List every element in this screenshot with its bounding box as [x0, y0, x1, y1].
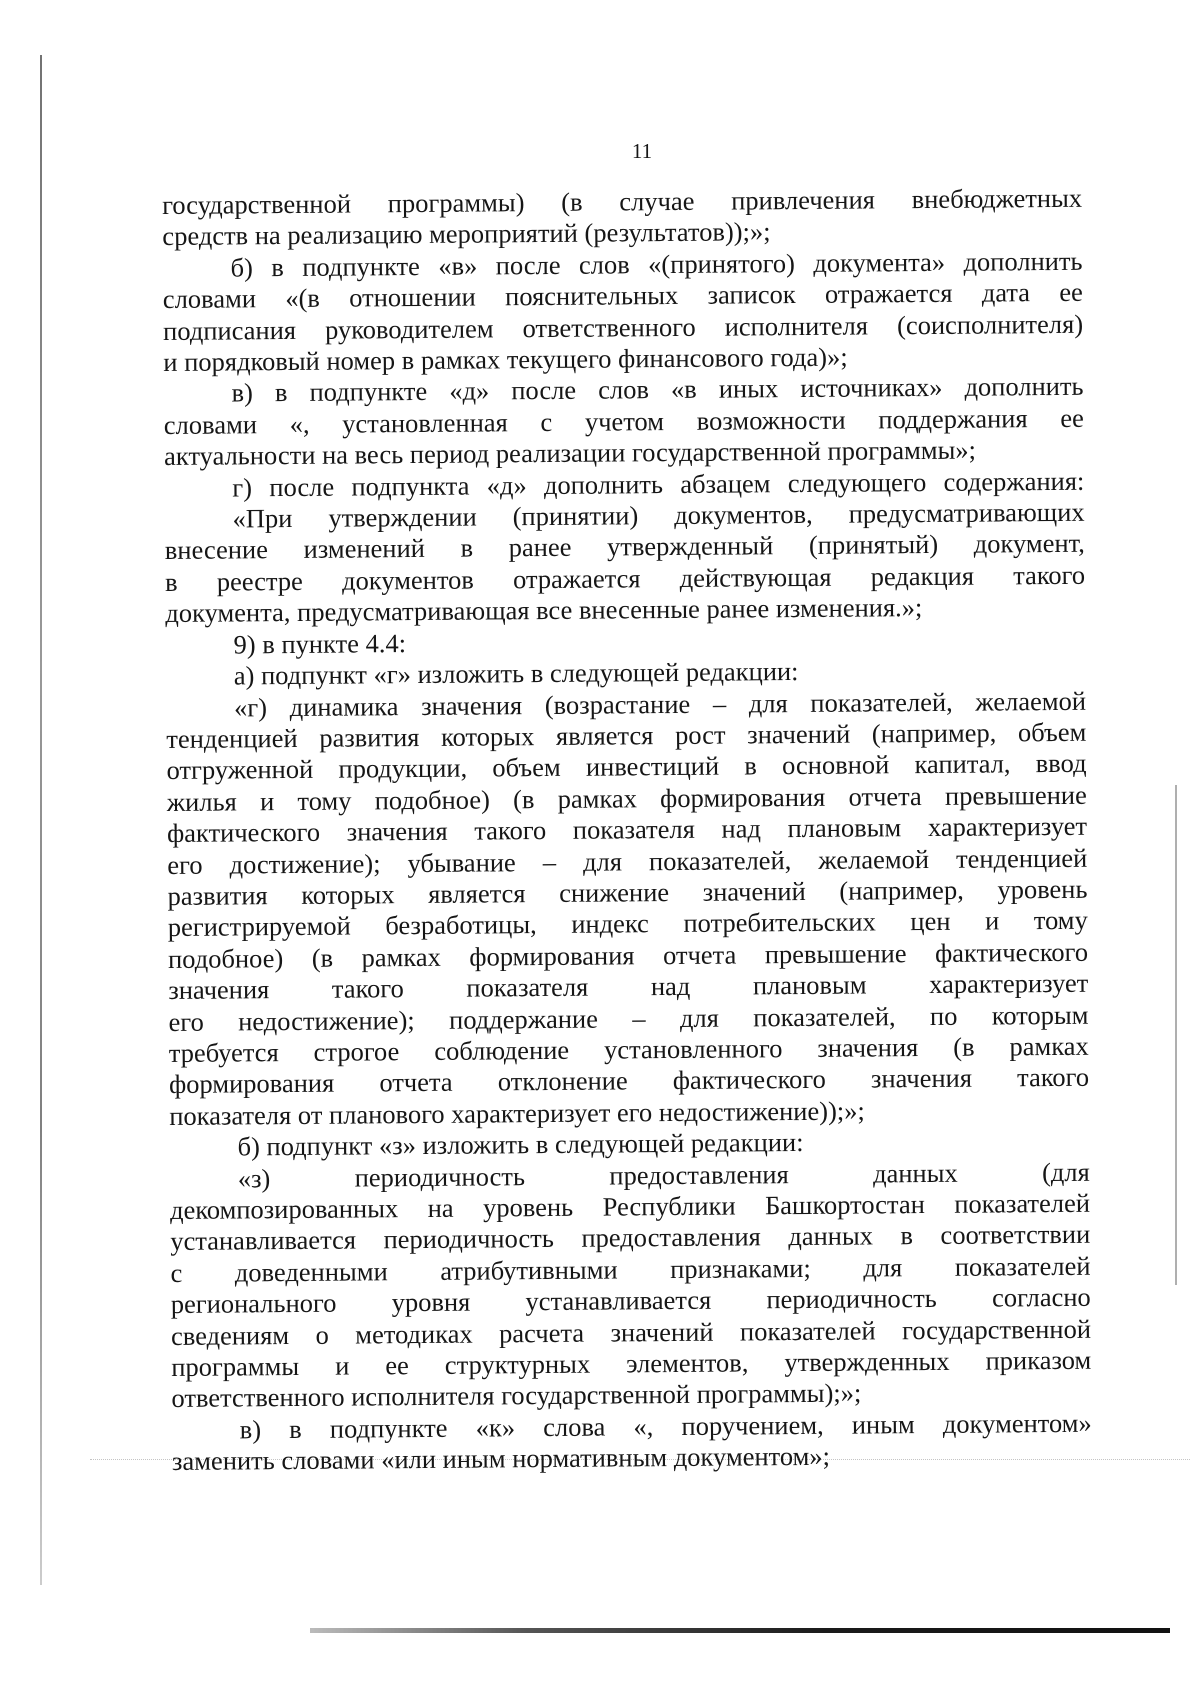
text-line: «з) периодичность предоставления данных (для — [237, 1156, 1090, 1194]
text-line: регионального уровня устанавливается периодичность согласно — [170, 1281, 1091, 1320]
document-body — [162, 183, 1092, 1478]
text-line: с доведенными атрибутивными признаками; для показателей — [170, 1250, 1091, 1288]
text-line: документа, предусматривающая все внесенные ранее изменения.»; — [165, 592, 923, 629]
text-line: словами «, установленная с учетом возможности поддержания ее — [163, 402, 1084, 440]
text-line: средств на реализацию мероприятий (результатов));»; — [162, 216, 771, 252]
text-line: фактического значения такого показателя над плановым характеризует — [166, 810, 1088, 849]
text-line: декомпозированных на уровень Республики Башкортостан показателей — [169, 1187, 1091, 1225]
text-line: внесение изменений в ранее утвержденный (принятый) документ, — [164, 528, 1085, 566]
text-line: его достижение); убывание – для показателей, желаемой тенденцией — [167, 842, 1088, 880]
text-line: значения такого показателя над плановым характеризует — [168, 967, 1089, 1006]
scan-edge-right — [1175, 785, 1177, 1285]
text-line: программы и ее структурных элементов, утвержденных приказом — [171, 1344, 1092, 1382]
text-line: сведениям о методиках расчета значений показателей государственной — [170, 1313, 1092, 1351]
text-line: словами «(в отношении пояснительных записок отражается дата ее — [162, 276, 1083, 315]
text-line: государственной программы) (в случае привлечения внебюджетных — [162, 182, 1083, 220]
text-line: «При утверждении (принятии) документов, предусматривающих — [232, 496, 1085, 534]
text-line: жилья и тому подобное) (в рамках формирования отчета превышение — [166, 779, 1087, 817]
text-line: отгруженной продукции, объем инвестиций в основной капитал, ввод — [166, 748, 1087, 786]
text-line: в) в подпункте «к» слова «, поручением, иным документом» — [239, 1407, 1092, 1445]
page-number: 11 — [631, 139, 653, 163]
text-line: показателя от планового характеризует его недостижение));»; — [169, 1095, 865, 1131]
scan-edge-left — [40, 55, 42, 1585]
text-line: ответственного исполнителя государственной программы);»; — [171, 1377, 862, 1414]
text-line: заменить словами «или иным нормативным документом»; — [171, 1441, 831, 1477]
text-line: б) в подпункте «в» после слов «(принятого) документа» дополнить — [230, 245, 1083, 283]
text-line: регистрируемой безработицы, индекс потребительских цен и тому — [167, 905, 1088, 943]
text-line: в) в подпункте «д» после слов «в иных источниках» дополнить — [231, 371, 1084, 408]
text-line: актуальности на весь период реализации государственной программы»; — [163, 434, 977, 472]
text-line: 9) в пункте 4.4: — [233, 627, 407, 660]
text-line: «г) динамика значения (возрастание – для показателей, желаемой — [233, 685, 1087, 722]
text-line: тенденцией развития которых является рост значений (например, объем — [166, 716, 1087, 754]
text-line: подписания руководителем ответственного исполнителя (соисполнителя) — [162, 308, 1084, 346]
text-line: б) подпункт «з» изложить в следующей редакции: — [237, 1127, 804, 1162]
text-line: развития которых является снижение значений (например, уровень — [167, 873, 1088, 911]
text-line: устанавливается периодичность предоставления данных в соответствии — [170, 1219, 1091, 1257]
text-line: подобное) (в рамках формирования отчета превышение фактического — [167, 936, 1089, 974]
text-line: в реестре документов отражается действующая редакция такого — [164, 559, 1086, 597]
scan-edge-bottom — [310, 1628, 1170, 1633]
text-line: требуется строгое соблюдение установленного значения (в рамках — [168, 1030, 1089, 1068]
text-line: а) подпункт «г» изложить в следующей редакции: — [233, 656, 799, 691]
text-line: его недостижение); поддержание – для показателей, по которым — [168, 999, 1089, 1037]
text-line: формирования отчета отклонение фактического значения такого — [168, 1062, 1090, 1100]
text-line: и порядковый номер в рамках текущего финансового года)»; — [163, 341, 848, 378]
text-line: г) после подпункта «д» дополнить абзацем следующего содержания: — [232, 465, 1085, 503]
